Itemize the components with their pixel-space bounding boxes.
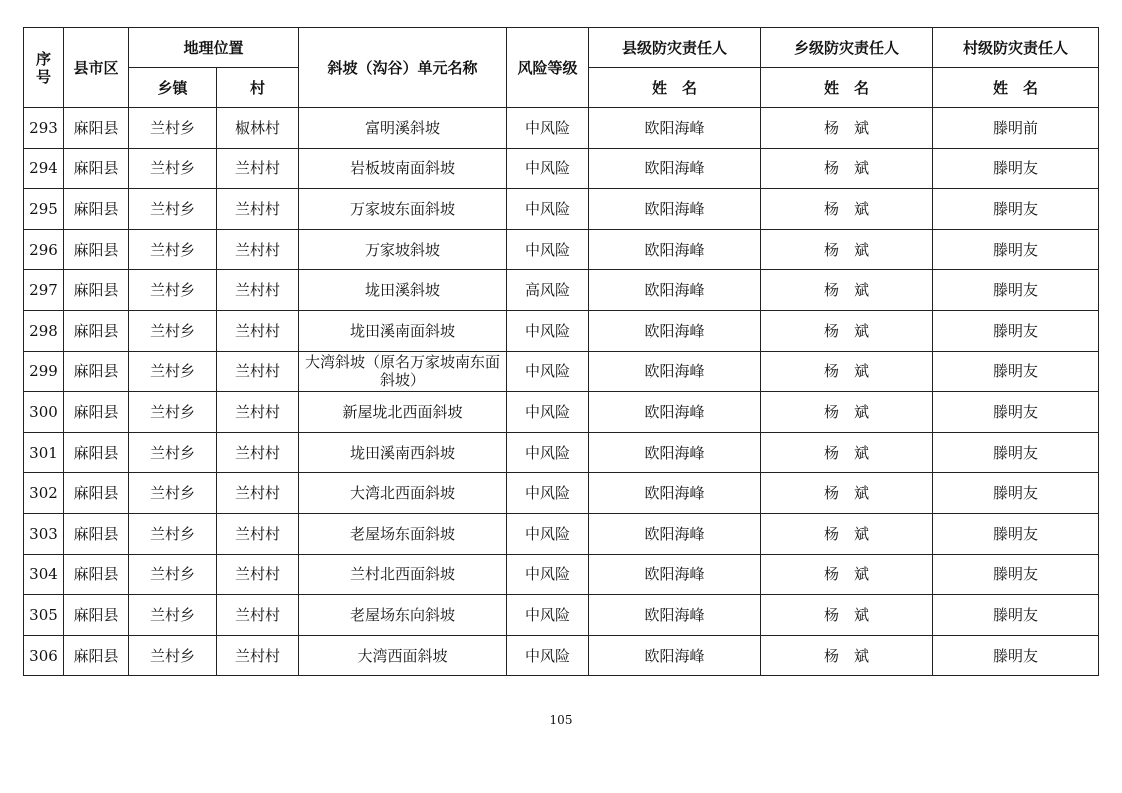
cell-county-person: 欧阳海峰 (589, 595, 761, 636)
cell-county: 麻阳县 (64, 310, 129, 351)
header-village-name: 姓 名 (933, 68, 1099, 108)
cell-risk: 中风险 (507, 310, 589, 351)
cell-village: 兰村村 (217, 229, 299, 270)
cell-risk: 中风险 (507, 513, 589, 554)
cell-town: 兰村乡 (129, 554, 217, 595)
cell-risk: 中风险 (507, 635, 589, 676)
cell-county: 麻阳县 (64, 432, 129, 473)
cell-village-person: 滕明友 (933, 270, 1099, 311)
cell-slope: 垅田溪斜坡 (299, 270, 507, 311)
cell-county: 麻阳县 (64, 595, 129, 636)
table-row (24, 189, 1099, 230)
cell-village: 兰村村 (217, 310, 299, 351)
table-row (24, 473, 1099, 514)
header-township: 乡镇 (129, 68, 217, 108)
cell-village-person: 滕明友 (933, 513, 1099, 554)
cell-county-person: 欧阳海峰 (589, 189, 761, 230)
cell-village-person: 滕明友 (933, 635, 1099, 676)
cell-town-person: 杨 斌 (761, 229, 933, 270)
cell-county-person: 欧阳海峰 (589, 351, 761, 392)
cell-town-person: 杨 斌 (761, 310, 933, 351)
cell-county: 麻阳县 (64, 148, 129, 189)
cell-village-person: 滕明友 (933, 310, 1099, 351)
cell-village-person: 滕明友 (933, 148, 1099, 189)
cell-village: 椒林村 (217, 108, 299, 149)
table-row (24, 595, 1099, 636)
cell-village: 兰村村 (217, 635, 299, 676)
cell-county-person: 欧阳海峰 (589, 148, 761, 189)
cell-risk: 中风险 (507, 473, 589, 514)
cell-village: 兰村村 (217, 351, 299, 392)
cell-risk: 中风险 (507, 108, 589, 149)
table-body (24, 108, 1099, 676)
cell-seq: 305 (24, 595, 64, 636)
cell-seq: 304 (24, 554, 64, 595)
cell-risk: 中风险 (507, 351, 589, 392)
cell-county: 麻阳县 (64, 270, 129, 311)
cell-town-person: 杨 斌 (761, 432, 933, 473)
cell-town: 兰村乡 (129, 189, 217, 230)
table-row (24, 392, 1099, 433)
cell-village-person: 滕明前 (933, 108, 1099, 149)
cell-risk: 中风险 (507, 554, 589, 595)
cell-town-person: 杨 斌 (761, 554, 933, 595)
cell-town: 兰村乡 (129, 432, 217, 473)
cell-slope: 大湾北西面斜坡 (299, 473, 507, 514)
cell-risk: 中风险 (507, 432, 589, 473)
cell-slope: 万家坡东面斜坡 (299, 189, 507, 230)
cell-risk: 中风险 (507, 229, 589, 270)
cell-village: 兰村村 (217, 513, 299, 554)
table-row (24, 270, 1099, 311)
cell-seq: 294 (24, 148, 64, 189)
header-seq-top: 序 (35, 49, 51, 68)
cell-seq: 298 (24, 310, 64, 351)
cell-county: 麻阳县 (64, 189, 129, 230)
cell-seq: 297 (24, 270, 64, 311)
cell-risk: 中风险 (507, 189, 589, 230)
header-slope-name: 斜坡（沟谷）单元名称 (299, 28, 507, 108)
table-row (24, 635, 1099, 676)
cell-town-person: 杨 斌 (761, 473, 933, 514)
cell-seq: 303 (24, 513, 64, 554)
cell-village: 兰村村 (217, 270, 299, 311)
cell-town-person: 杨 斌 (761, 595, 933, 636)
header-county-name: 姓 名 (589, 68, 761, 108)
header-county-responsible: 县级防灾责任人 (589, 28, 761, 68)
cell-seq: 296 (24, 229, 64, 270)
cell-county: 麻阳县 (64, 351, 129, 392)
cell-town: 兰村乡 (129, 351, 217, 392)
cell-seq: 295 (24, 189, 64, 230)
cell-seq: 302 (24, 473, 64, 514)
cell-village-person: 滕明友 (933, 432, 1099, 473)
table-row (24, 310, 1099, 351)
cell-county-person: 欧阳海峰 (589, 554, 761, 595)
cell-county-person: 欧阳海峰 (589, 635, 761, 676)
table-row (24, 554, 1099, 595)
cell-risk: 中风险 (507, 148, 589, 189)
hazard-responsibility-table (23, 27, 1099, 676)
cell-town: 兰村乡 (129, 310, 217, 351)
cell-town: 兰村乡 (129, 229, 217, 270)
cell-village: 兰村村 (217, 392, 299, 433)
cell-town: 兰村乡 (129, 270, 217, 311)
cell-slope: 万家坡斜坡 (299, 229, 507, 270)
cell-village: 兰村村 (217, 595, 299, 636)
cell-risk: 中风险 (507, 392, 589, 433)
cell-village-person: 滕明友 (933, 189, 1099, 230)
cell-village: 兰村村 (217, 432, 299, 473)
cell-county-person: 欧阳海峰 (589, 108, 761, 149)
cell-county-person: 欧阳海峰 (589, 310, 761, 351)
cell-county: 麻阳县 (64, 392, 129, 433)
cell-county: 麻阳县 (64, 513, 129, 554)
table-row (24, 432, 1099, 473)
table-row (24, 513, 1099, 554)
header-seq (24, 28, 64, 108)
cell-county: 麻阳县 (64, 473, 129, 514)
cell-seq: 306 (24, 635, 64, 676)
table-header-row-1 (24, 28, 1099, 68)
cell-village-person: 滕明友 (933, 229, 1099, 270)
cell-slope: 新屋垅北西面斜坡 (299, 392, 507, 433)
cell-risk: 中风险 (507, 595, 589, 636)
cell-village-person: 滕明友 (933, 392, 1099, 433)
table-row (24, 229, 1099, 270)
table-row (24, 148, 1099, 189)
header-seq-bottom: 号 (35, 67, 51, 86)
cell-slope: 岩板坡南面斜坡 (299, 148, 507, 189)
cell-county: 麻阳县 (64, 108, 129, 149)
cell-village-person: 滕明友 (933, 473, 1099, 514)
cell-town: 兰村乡 (129, 635, 217, 676)
cell-county: 麻阳县 (64, 635, 129, 676)
page-number: 105 (549, 713, 573, 727)
cell-risk: 高风险 (507, 270, 589, 311)
cell-village: 兰村村 (217, 148, 299, 189)
cell-seq: 300 (24, 392, 64, 433)
cell-village: 兰村村 (217, 473, 299, 514)
cell-town: 兰村乡 (129, 108, 217, 149)
cell-county-person: 欧阳海峰 (589, 473, 761, 514)
cell-town-person: 杨 斌 (761, 392, 933, 433)
cell-county: 麻阳县 (64, 229, 129, 270)
cell-seq: 301 (24, 432, 64, 473)
cell-village: 兰村村 (217, 554, 299, 595)
cell-slope: 老屋场东面斜坡 (299, 513, 507, 554)
cell-town-person: 杨 斌 (761, 189, 933, 230)
cell-seq: 293 (24, 108, 64, 149)
cell-county-person: 欧阳海峰 (589, 229, 761, 270)
cell-village-person: 滕明友 (933, 351, 1099, 392)
cell-town: 兰村乡 (129, 513, 217, 554)
cell-slope: 大湾斜坡（原名万家坡南东面斜坡） (299, 351, 507, 392)
cell-slope: 老屋场东向斜坡 (299, 595, 507, 636)
header-town-responsible: 乡级防灾责任人 (761, 28, 933, 68)
cell-town-person: 杨 斌 (761, 635, 933, 676)
cell-town-person: 杨 斌 (761, 351, 933, 392)
cell-slope: 垅田溪南面斜坡 (299, 310, 507, 351)
header-location: 地理位置 (129, 28, 299, 68)
cell-town-person: 杨 斌 (761, 270, 933, 311)
cell-town: 兰村乡 (129, 148, 217, 189)
table-row (24, 351, 1099, 392)
header-risk-level: 风险等级 (507, 28, 589, 108)
header-county: 县市区 (64, 28, 129, 108)
table-row (24, 108, 1099, 149)
cell-village: 兰村村 (217, 189, 299, 230)
cell-slope: 兰村北西面斜坡 (299, 554, 507, 595)
cell-county-person: 欧阳海峰 (589, 270, 761, 311)
cell-town: 兰村乡 (129, 473, 217, 514)
cell-county-person: 欧阳海峰 (589, 392, 761, 433)
cell-town-person: 杨 斌 (761, 108, 933, 149)
cell-town: 兰村乡 (129, 392, 217, 433)
cell-village-person: 滕明友 (933, 554, 1099, 595)
cell-town-person: 杨 斌 (761, 513, 933, 554)
cell-slope: 大湾西面斜坡 (299, 635, 507, 676)
cell-town: 兰村乡 (129, 595, 217, 636)
cell-town-person: 杨 斌 (761, 148, 933, 189)
cell-slope: 垅田溪南西斜坡 (299, 432, 507, 473)
header-village: 村 (217, 68, 299, 108)
header-town-name: 姓 名 (761, 68, 933, 108)
cell-village-person: 滕明友 (933, 595, 1099, 636)
header-village-responsible: 村级防灾责任人 (933, 28, 1099, 68)
cell-county: 麻阳县 (64, 554, 129, 595)
cell-slope: 富明溪斜坡 (299, 108, 507, 149)
cell-county-person: 欧阳海峰 (589, 513, 761, 554)
cell-county-person: 欧阳海峰 (589, 432, 761, 473)
cell-seq: 299 (24, 351, 64, 392)
